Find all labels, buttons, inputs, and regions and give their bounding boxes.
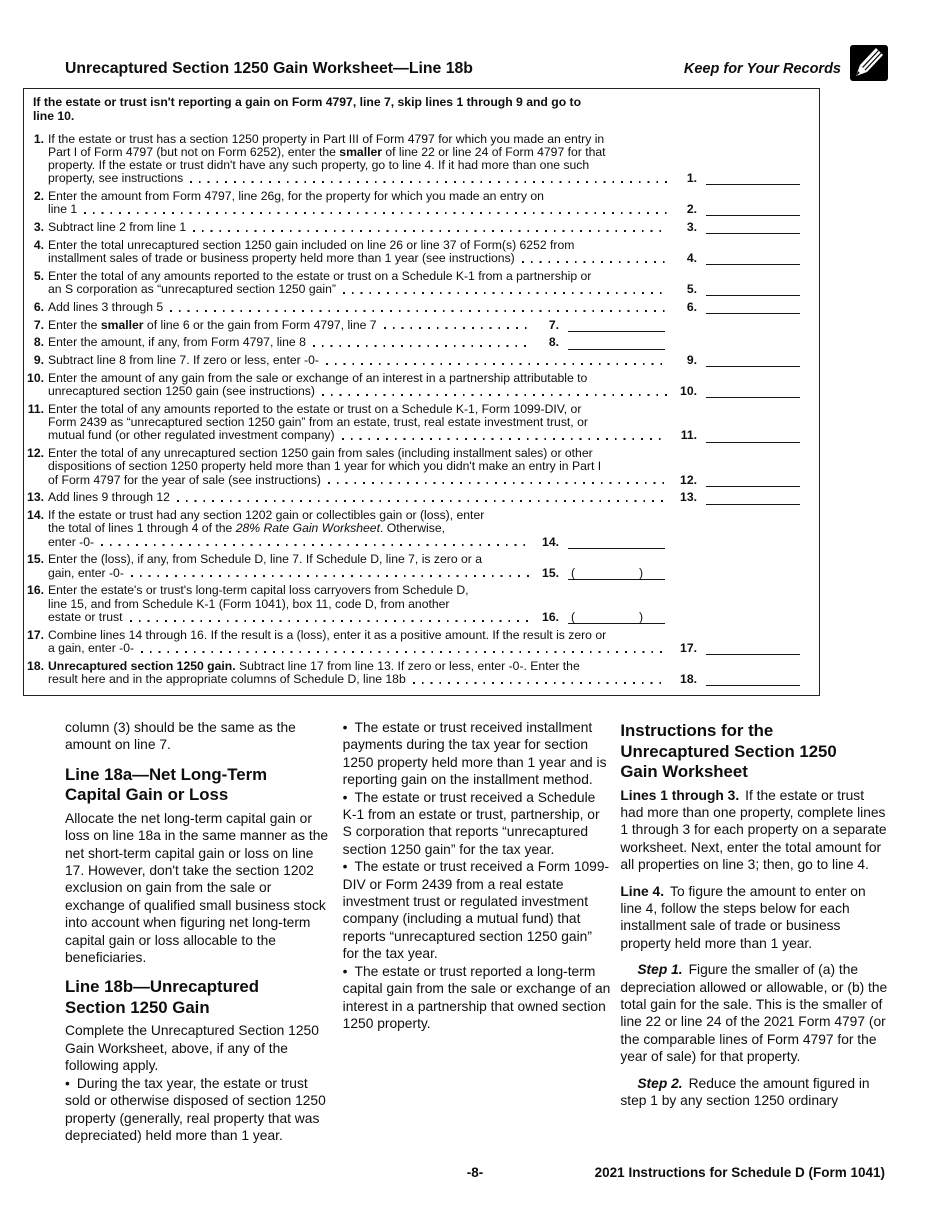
line-last-row — [48, 491, 800, 504]
line-text: Subtract line 2 from line 1 — [48, 220, 187, 234]
entry-amount-line[interactable] — [568, 337, 665, 350]
line-text: Enter the amount, if any, from Form 4797, line 8 — [48, 335, 306, 350]
bullet-item — [343, 963, 611, 1033]
line-text: Enter the smaller of line 6 or the gain from Form 4797, line 7 — [48, 317, 377, 332]
worksheet-line — [27, 491, 800, 504]
bullet-text: During the tax year, the estate or trust sold or otherwise disposed of section 1250 property (generally, real property that was depreciated) held more than 1 year. — [65, 1075, 326, 1143]
line-last-row — [48, 536, 800, 549]
line-text: Subtract line 8 from line 7. If zero or less, enter -0- — [48, 353, 319, 368]
bullet-text: The estate or trust reported a long-term capital gain from the sale or exchange of an interest in a partnership that owned section 1250 property. — [342, 963, 611, 1031]
entry-number: 4. — [686, 251, 697, 265]
bullet-icon: • — [342, 859, 348, 875]
line-text: an S corporation as “unrecaptured section 1250 gain” — [48, 282, 336, 296]
line-text: Add lines 9 through 12 — [48, 490, 170, 505]
line-last-row — [48, 221, 800, 234]
bullet-text: The estate or trust received a Schedule K-1 from an estate or trust, partnership, or S corporation that reports “unrecaptured section 1250 gain” for the tax year. — [342, 789, 600, 857]
worksheet-line — [27, 354, 800, 367]
line-number: 1. — [33, 131, 44, 146]
line-body — [48, 354, 800, 367]
line-body — [48, 239, 800, 265]
worksheet-line — [27, 190, 800, 216]
paragraph: Complete the Unrecaptured Section 1250 Gain Worksheet, above, if any of the following apply. — [65, 1023, 319, 1074]
worksheet-intro — [33, 96, 800, 124]
dot-leader — [130, 620, 529, 622]
line-body — [48, 190, 800, 216]
entry-number: 16. — [542, 609, 559, 624]
close-paren: ) — [638, 610, 643, 624]
entry-number: 2. — [686, 202, 697, 217]
line-text: Part I of Form 4797 (but not on Form 6252), enter the smaller of line 22 or line 24 of Form 4797 for that — [48, 144, 606, 159]
worksheet-line — [27, 270, 800, 296]
entry-number: 12. — [680, 472, 697, 487]
dot-leader — [141, 651, 667, 653]
line-text: Enter the (loss), if any, from Schedule D, line 7. If Schedule D, line 7, is zero or a — [48, 552, 482, 567]
line-last-row — [48, 301, 800, 314]
line-last-row — [48, 336, 800, 349]
line-text: Enter the total of any unrecaptured section 1250 gain from sales (including installment sales) or other — [48, 446, 593, 461]
intro-line: line 10. — [33, 108, 75, 123]
line-text: Enter the total of any amounts reported to the estate or trust on a Schedule K-1 from a partnership or — [48, 268, 592, 283]
entry-number: 3. — [686, 220, 697, 234]
entry-amount-line[interactable] — [706, 301, 800, 314]
line-body — [48, 509, 800, 549]
bullet-item — [343, 789, 611, 859]
column-3 — [620, 719, 888, 1144]
dot-leader — [322, 394, 667, 396]
paragraph: Allocate the net long-term capital gain or loss on line 18a in the same manner as the net short-term capital gain or loss on line 17. However, don't take the section 1202 exclusion on gain from the sale or exchange of qualified small business stock into account when figuring net long-term capital gain or loss allocable to the beneficiaries. — [65, 810, 329, 966]
entry-number: 1. — [686, 171, 697, 186]
line-last-row — [48, 385, 800, 398]
line-text: property. If the estate or trust didn't have any such property, go to line 4. If it had more than one such — [48, 158, 590, 172]
worksheet-header — [0, 0, 950, 81]
line-body — [48, 447, 800, 487]
line-number: 18. — [27, 658, 44, 673]
bullet-icon: • — [342, 789, 348, 805]
entry-number: 6. — [686, 299, 697, 314]
line-number: 3. — [33, 220, 44, 234]
line-body — [48, 491, 800, 504]
paragraph: Step 1. Figure the smaller of (a) the depreciation allowed or allowable, or (b) the total gain for the sale. This is the smaller of line 22 or line 24 of the 2021 Form 4797 (or the comparable lines of Form 4797 for the year of sale) for that property. — [620, 962, 888, 1065]
line-text: dispositions of section 1250 property held more than 1 year for which you didn't make an entry in Part I — [48, 459, 602, 474]
column-1 — [65, 719, 333, 1144]
line-number: 11. — [27, 401, 44, 416]
dot-leader — [328, 482, 667, 484]
line-text: line 1 — [48, 202, 78, 217]
entry-number: 14. — [542, 534, 559, 549]
dot-leader — [84, 212, 667, 214]
open-paren: ( — [571, 610, 576, 624]
entry-amount-line[interactable] — [706, 203, 800, 216]
bullet-icon: • — [65, 1075, 70, 1091]
line-text: Enter the amount of any gain from the sale or exchange of an interest in a partnership attributable to — [48, 370, 588, 385]
line-text: Enter the total of any amounts reported to the estate or trust on a Schedule K-1, Form 1099-DIV, or — [48, 401, 582, 416]
dot-leader — [522, 261, 667, 263]
line-text: line 15, and from Schedule K-1 (Form 1041), box 11, code D, from another — [48, 596, 450, 611]
worksheet-line — [27, 301, 800, 314]
worksheet-line — [27, 447, 800, 487]
dot-leader — [384, 327, 529, 329]
worksheet-box — [23, 88, 820, 696]
entry-number: 15. — [542, 565, 559, 580]
dot-leader — [313, 345, 529, 347]
entry-number: 18. — [680, 671, 697, 686]
entry-amount-line[interactable] — [706, 474, 800, 487]
worksheet-line — [27, 221, 800, 234]
close-paren: ) — [638, 565, 643, 580]
line-last-row — [48, 673, 800, 686]
worksheet-line — [27, 133, 800, 186]
entry-amount-line[interactable] — [568, 611, 665, 624]
bullet-text: The estate or trust received a Form 1099-DIV or Form 2439 from a real estate investment trust or regulated investment company (including a mutual fund) that reports “unrecaptured section 1250 gain” for the tax year. — [342, 859, 610, 962]
bullet-text: The estate or trust received installment payments during the tax year for section 1250 property held more than 1 year and is reporting gain on the installment method. — [342, 720, 607, 788]
entry-number: 17. — [680, 640, 697, 655]
line-body — [48, 660, 800, 686]
line-text: gain, enter -0- — [48, 565, 124, 580]
section-heading: Instructions for the Unrecaptured Section 1250 Gain Worksheet — [620, 721, 837, 781]
paragraph: Step 2. Reduce the amount figured in step 1 by any section 1250 ordinary — [620, 1075, 870, 1108]
paragraph: column (3) should be the same as the amount on line 7. — [65, 720, 296, 753]
dot-leader — [326, 363, 667, 365]
line-last-row — [48, 252, 800, 265]
line-number: 15. — [27, 552, 44, 567]
worksheet-items — [27, 133, 800, 686]
line-last-row — [48, 203, 800, 216]
section-heading: Line 18b—Unrecaptured Section 1250 Gain — [65, 977, 259, 1017]
bullet-icon: • — [342, 963, 348, 979]
line-last-row — [48, 172, 800, 185]
entry-amount-line[interactable] — [706, 430, 800, 443]
page-number: -8- — [466, 1165, 484, 1180]
line-last-row — [48, 283, 800, 296]
entry-number: 7. — [548, 317, 559, 332]
line-number: 4. — [33, 237, 44, 252]
worksheet-line — [27, 319, 800, 332]
entry-amount-line[interactable] — [568, 319, 665, 332]
line-text: result here and in the appropriate columns of Schedule D, line 18b — [48, 671, 406, 686]
entry-amount-line[interactable] — [706, 385, 800, 398]
entry-amount-line[interactable] — [568, 536, 665, 549]
line-body — [48, 133, 800, 186]
line-text: Add lines 3 through 5 — [48, 299, 164, 314]
paragraph-lead: Lines 1 through 3. — [620, 787, 740, 803]
paragraph-lead: Line 4. — [620, 883, 665, 899]
line-text: unrecaptured section 1250 gain (see instructions) — [48, 384, 315, 399]
line-number: 2. — [33, 189, 44, 203]
instructions-columns — [65, 719, 888, 1144]
line-body — [48, 629, 800, 655]
line-number: 13. — [27, 490, 44, 505]
line-body — [48, 553, 800, 579]
line-number: 12. — [27, 446, 44, 461]
line-text: If the estate or trust has a section 1250 property in Part III of Form 4797 for which you made an entry in — [48, 131, 605, 146]
line-text: Form 2439 as “unrecaptured section 1250 gain” from an estate, trust, real estate investment trust, or — [48, 415, 588, 430]
line-last-row — [48, 354, 800, 367]
entry-number: 5. — [686, 282, 697, 296]
worksheet-line — [27, 660, 800, 686]
open-paren: ( — [571, 565, 576, 580]
entry-number: 11. — [680, 428, 697, 443]
entry-amount-line[interactable] — [706, 492, 800, 505]
line-body — [48, 372, 800, 398]
page-footer — [65, 1165, 885, 1185]
entry-amount-line[interactable] — [706, 354, 800, 367]
line-body — [48, 221, 800, 234]
entry-amount-line[interactable] — [706, 221, 800, 234]
line-text: Combine lines 14 through 16. If the result is a (loss), enter it as a positive amount. If the result is zero or — [48, 627, 607, 642]
line-body — [48, 584, 800, 624]
line-last-row — [48, 611, 800, 624]
line-last-row — [48, 474, 800, 487]
line-body — [48, 336, 800, 349]
bullet-item — [343, 719, 611, 789]
line-text: of Form 4797 for the year of sale (see instructions) — [48, 472, 321, 487]
line-number: 6. — [33, 299, 44, 314]
line-text: enter -0- — [48, 534, 95, 549]
worksheet-line — [27, 403, 800, 443]
worksheet-line — [27, 336, 800, 349]
line-body — [48, 319, 800, 332]
dot-leader — [343, 292, 667, 294]
entry-amount-line[interactable] — [706, 642, 800, 655]
entry-number: 9. — [686, 353, 697, 368]
line-last-row — [48, 319, 800, 332]
line-number: 9. — [33, 353, 44, 368]
bullet-icon: • — [342, 720, 348, 735]
line-text: Unrecaptured section 1250 gain. Subtract line 17 from line 13. If zero or less, enter -0-. Enter the — [48, 658, 580, 673]
worksheet-line — [27, 584, 800, 624]
line-text: Enter the total unrecaptured section 1250 gain included on line 26 or line 37 of Form(s) 6252 from — [48, 237, 575, 252]
line-body — [48, 403, 800, 443]
paragraph: Lines 1 through 3. If the estate or trust had more than one property, complete lines 1 through 3 for each property on a separate worksheet. Next, enter the total amount for all properties on line 3; then, go to line 4. — [620, 787, 887, 873]
line-number: 16. — [27, 583, 44, 598]
line-number: 8. — [33, 335, 44, 350]
line-text: the total of lines 1 through 4 of the 28% Rate Gain Worksheet. Otherwise, — [48, 521, 446, 536]
line-text: property, see instructions — [48, 171, 184, 186]
dot-leader — [101, 544, 529, 546]
entry-amount-line[interactable] — [568, 567, 665, 580]
entry-amount-line[interactable] — [706, 673, 800, 686]
dot-leader — [131, 575, 529, 577]
column-2 — [343, 719, 611, 1144]
worksheet-line — [27, 372, 800, 398]
line-body — [48, 270, 800, 296]
bullet-item — [343, 858, 611, 962]
section-heading: Line 18a—Net Long-Term Capital Gain or Loss — [65, 764, 268, 805]
line-text: estate or trust — [48, 609, 123, 624]
dot-leader — [177, 500, 667, 502]
line-text: If the estate or trust had any section 1202 gain or collectibles gain or (loss), enter — [48, 508, 485, 523]
keep-for-records-label: Keep for Your Records — [683, 61, 841, 77]
entry-number: 8. — [548, 335, 559, 350]
dot-leader — [190, 181, 667, 183]
worksheet-line — [27, 629, 800, 655]
paragraph-lead: Step 2. — [637, 1075, 683, 1091]
dot-leader — [170, 310, 667, 312]
line-last-row — [48, 429, 800, 442]
line-number: 17. — [27, 627, 44, 642]
paragraph-lead: Step 1. — [637, 962, 683, 978]
line-text: mutual fund (or other regulated investment company) — [48, 428, 335, 443]
dot-leader — [413, 682, 667, 684]
entry-number: 13. — [680, 490, 697, 505]
line-number: 14. — [27, 508, 44, 523]
entry-number: 10. — [680, 384, 697, 399]
line-number: 7. — [33, 317, 44, 332]
line-number: 5. — [33, 268, 44, 283]
worksheet-line — [27, 509, 800, 549]
pencil-icon — [850, 45, 888, 81]
line-last-row — [48, 567, 800, 580]
worksheet-title: Unrecaptured Section 1250 Gain Worksheet—Line 18b — [65, 60, 473, 77]
intro-line: If the estate or trust isn't reporting a gain on Form 4797, line 7, skip lines 1 through 9 and go to — [33, 95, 582, 109]
worksheet-line — [27, 553, 800, 579]
line-number: 10. — [27, 370, 44, 385]
line-body — [48, 301, 800, 314]
line-last-row — [48, 642, 800, 655]
footer-right-text: 2021 Instructions for Schedule D (Form 1041) — [594, 1165, 885, 1180]
worksheet-line — [27, 239, 800, 265]
entry-amount-line[interactable] — [706, 252, 800, 265]
dot-leader — [193, 230, 667, 232]
paragraph: Line 4. To figure the amount to enter on line 4, follow the steps below for each installment sale of trade or business property held more than 1 year. — [620, 883, 866, 951]
dot-leader — [342, 438, 667, 440]
line-text: a gain, enter -0- — [48, 640, 135, 655]
line-text: installment sales of trade or business property held more than 1 year (see instructions) — [48, 251, 515, 265]
entry-amount-line[interactable] — [706, 172, 800, 185]
line-text: Enter the estate's or trust's long-term capital loss carryovers from Schedule D, — [48, 583, 469, 598]
entry-amount-line[interactable] — [706, 283, 800, 296]
bullet-item — [65, 1075, 333, 1145]
line-text: Enter the amount from Form 4797, line 26g, for the property for which you made an entry on — [48, 189, 544, 203]
